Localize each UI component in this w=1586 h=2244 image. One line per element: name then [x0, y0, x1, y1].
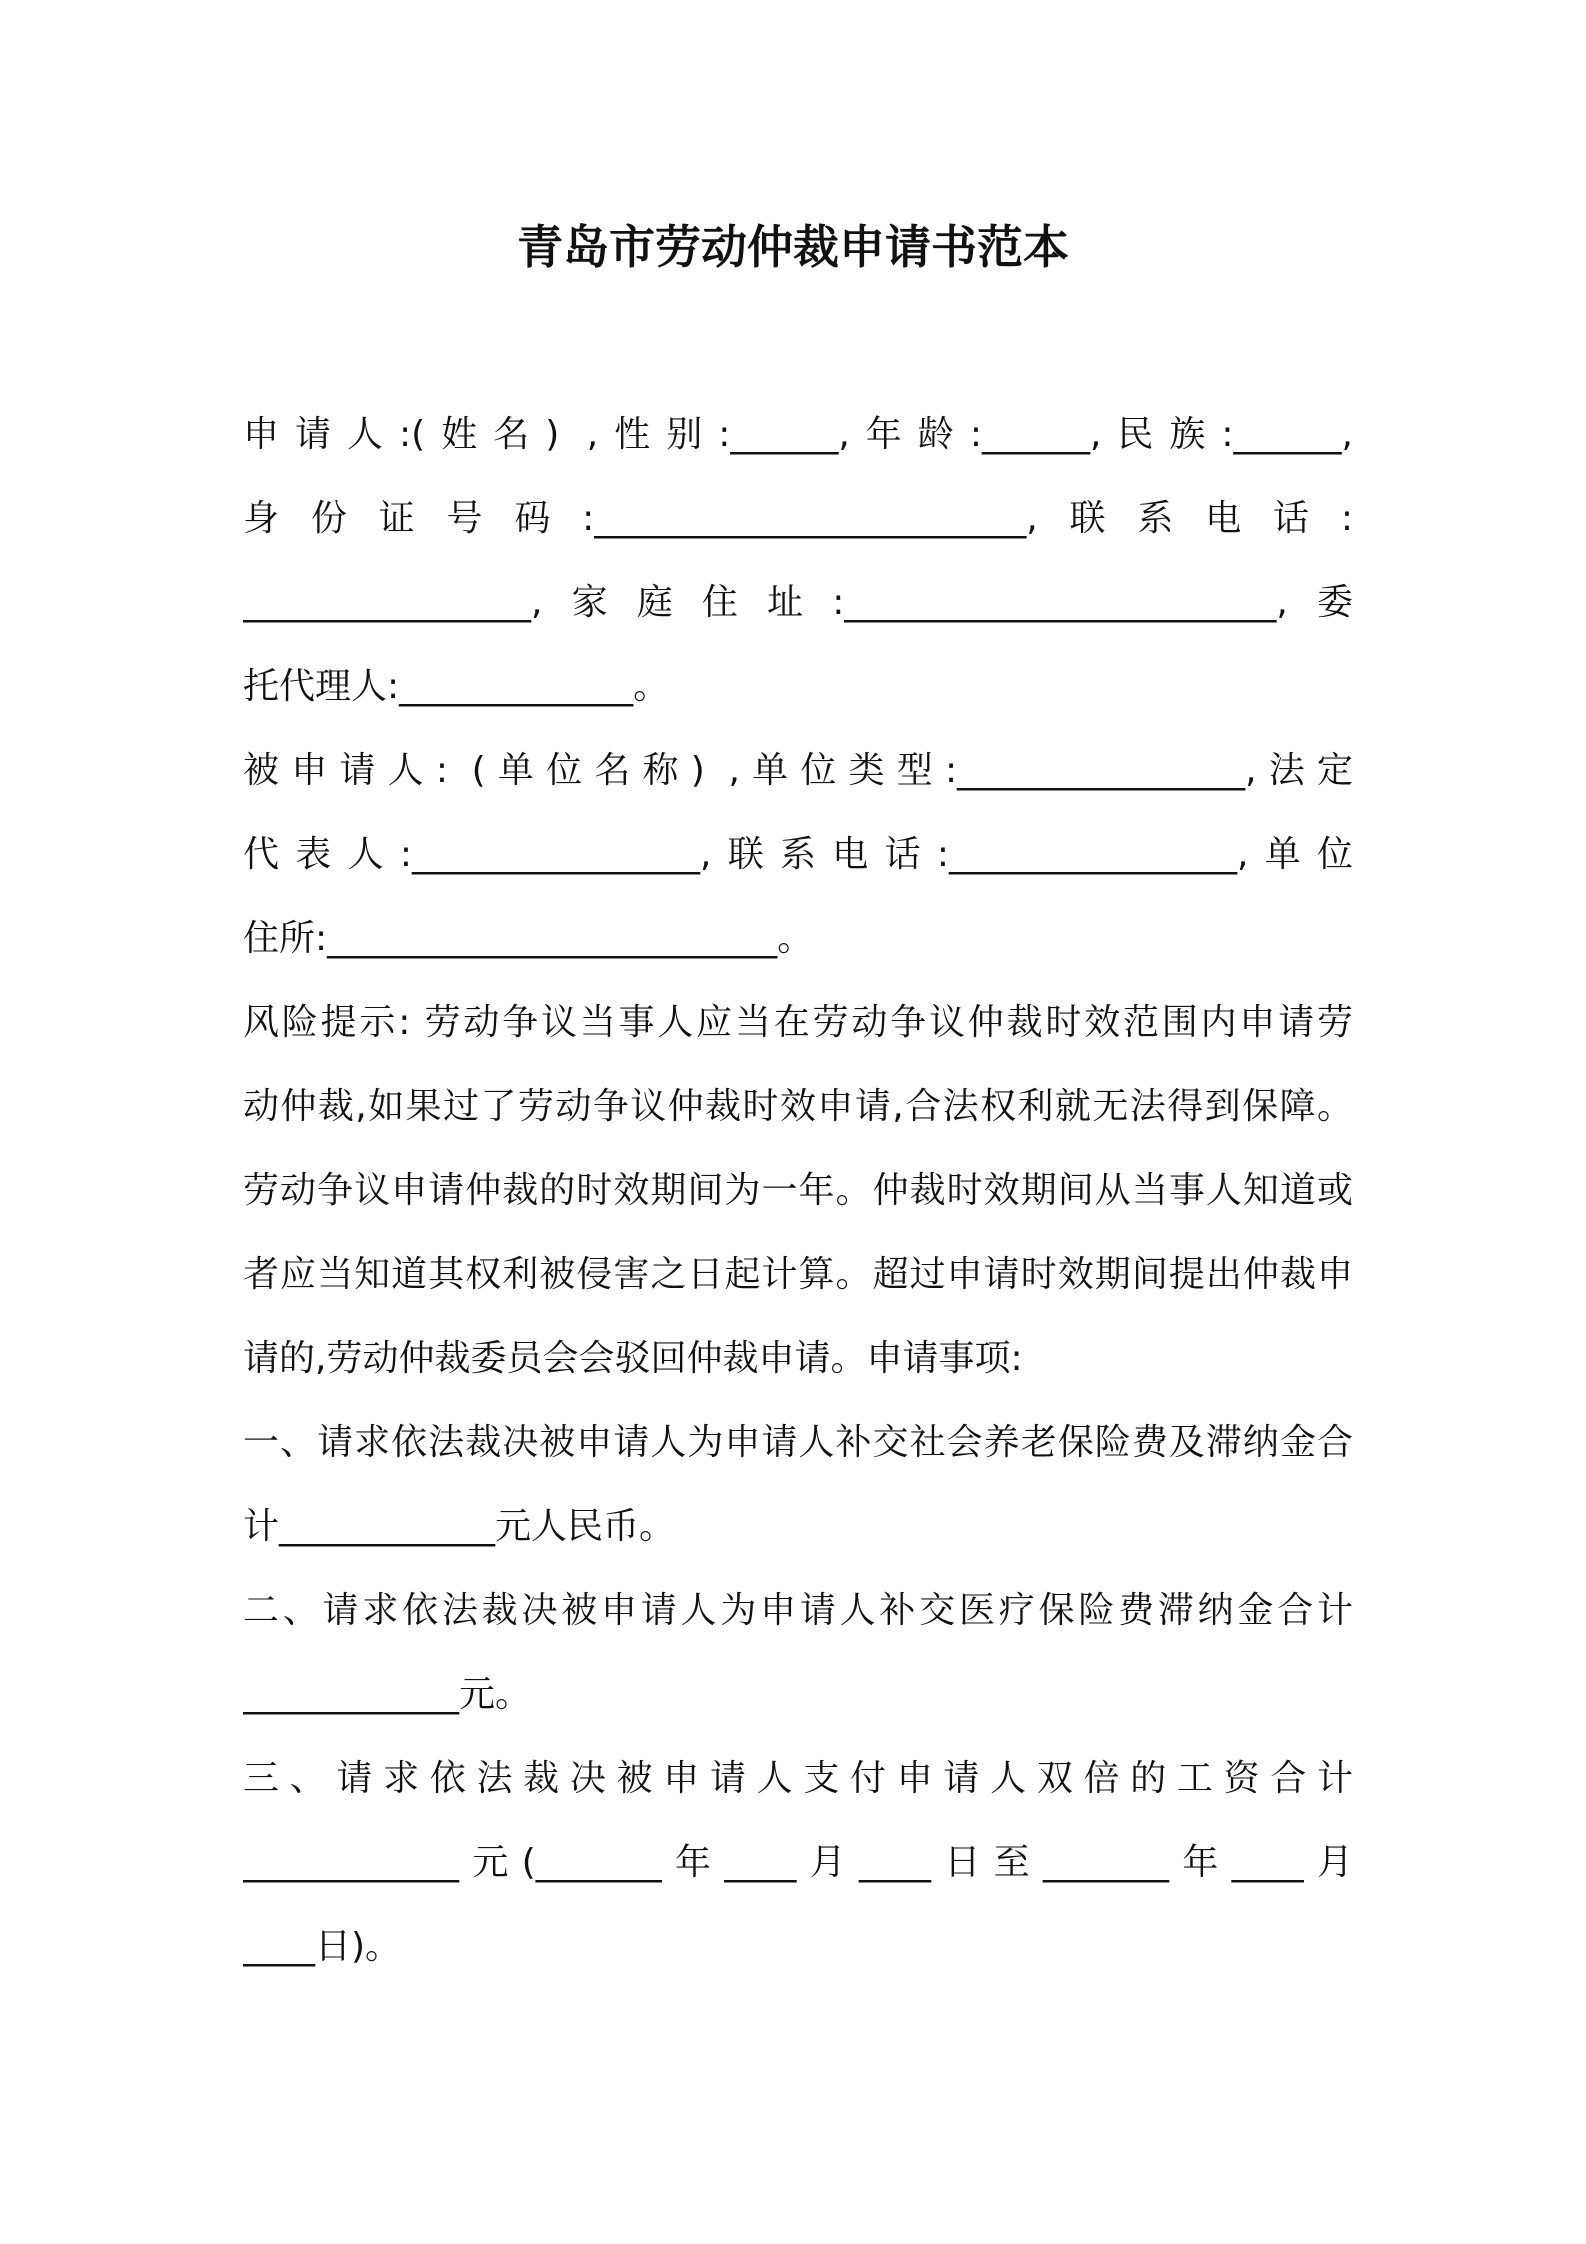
- claim-2-line-1: 二、请求依法裁决被申请人为申请人补交医疗保险费滞纳金合计: [243, 1590, 1353, 1631]
- claim-3-line-1: 三、请求依法裁决被申请人支付申请人双倍的工资合计: [243, 1758, 1353, 1799]
- claim-3-line-3: ____日)。: [243, 1926, 402, 1967]
- risk-notice-line-3: 劳动争议申请仲裁的时效期间为一年。仲裁时效期间从当事人知道或: [243, 1170, 1353, 1211]
- risk-notice-line-2: 动仲裁,如果过了劳动争议仲裁时效申请,合法权利就无法得到保障。: [243, 1086, 1353, 1127]
- claim-1-line-2: 计____________元人民币。: [243, 1506, 676, 1547]
- document-title: 青岛市劳动仲裁申请书范本: [517, 220, 1069, 274]
- applicant-info-line-1: 申请人:(姓名) ,性别:______,年龄:______,民族:______,: [243, 414, 1353, 455]
- claim-1-line-1: 一、请求依法裁决被申请人为申请人补交社会养老保险费及滞纳金合: [243, 1422, 1353, 1463]
- applicant-info-line-2: 身份证号码:________________________,联系电话:: [243, 498, 1353, 539]
- claim-3-line-2: ____________元(_______年____月____日至_______年____月: [243, 1842, 1353, 1883]
- risk-notice-line-5: 请的,劳动仲裁委员会会驳回仲裁申请。申请事项:: [243, 1338, 1023, 1379]
- risk-notice-line-1: 风险提示: 劳动争议当事人应当在劳动争议仲裁时效范围内申请劳: [243, 1002, 1353, 1043]
- risk-notice-line-4: 者应当知道其权利被侵害之日起计算。超过申请时效期间提出仲裁申: [243, 1254, 1353, 1295]
- applicant-info-line-3: ________________,家庭住址:________________________,委: [243, 582, 1353, 623]
- respondent-info-line-3: 住所:_________________________。: [243, 918, 814, 959]
- applicant-info-line-4: 托代理人:_____________。: [243, 666, 670, 707]
- respondent-info-line-2: 代表人:________________,联系电话:________________,单位: [243, 834, 1353, 875]
- claim-2-line-2: ____________元。: [243, 1674, 532, 1715]
- respondent-info-line-1: 被申请人: (单位名称) ,单位类型:________________,法定: [243, 750, 1353, 791]
